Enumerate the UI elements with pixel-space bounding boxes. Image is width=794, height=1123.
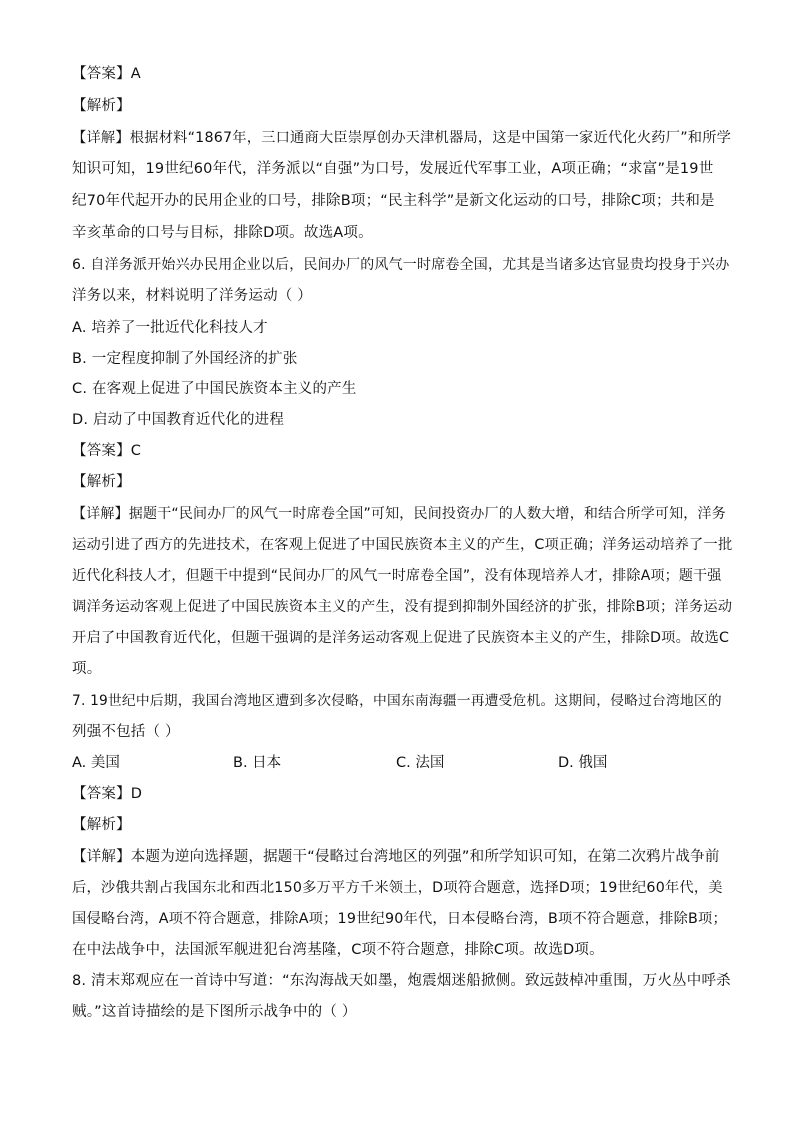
question-8-stem: 贼。”这首诗描绘的是下图所示战争中的（ ） xyxy=(72,1004,357,1020)
explanation-line: 【详解】根据材料“1867年，三口通商大臣崇厚创办天津机器局，这是中国第一家近代化火药厂”和所学 xyxy=(72,130,732,146)
explanation-line: 纪70年代起开办的民用企业的口号，排除B项；“民主科学”是新文化运动的口号，排除C项；共和是 xyxy=(72,193,715,209)
analysis-label: 【解析】 xyxy=(72,98,131,114)
question-6-option-d: D. 启动了中国教育近代化的进程 xyxy=(72,412,285,428)
question-6-stem: 6. 自洋务派开始兴办民用企业以后，民间办厂的风气一时席卷全国，尤其是当诸多达官显贵均投身于兴办 xyxy=(72,257,730,273)
explanation-line: 调洋务运动客观上促进了中国民族资本主义的产生，没有提到抑制外国经济的扩张，排除B项；洋务运动 xyxy=(72,599,733,615)
explanation-line: 国侵略台湾，A项不符合题意，排除A项；19世纪90年代，日本侵略台湾，B项不符合题意，排除B项； xyxy=(72,911,727,927)
question-6-option-b: B. 一定程度抑制了外国经济的扩张 xyxy=(72,351,298,367)
explanation-line: 开启了中国教育近代化，但题干强调的是洋务运动客观上促进了民族资本主义的产生，排除D项。故选C xyxy=(72,630,730,646)
question-7-option-a: A. 美国 xyxy=(72,755,120,771)
answer-label: 【答案】D xyxy=(72,786,143,802)
question-7-option-d: D. 俄国 xyxy=(558,755,608,771)
explanation-line: 近代化科技人才，但题干中提到“民间办厂的风气一时席卷全国”，没有体现培养人才，排除A项；题干强 xyxy=(72,568,722,584)
explanation-line: 后，沙俄共割占我国东北和西北150多万平方千米领土，D项符合题意，选择D项；19世纪60年代，美 xyxy=(72,880,723,896)
explanation-line: 项。 xyxy=(72,661,102,677)
explanation-line: 【详解】本题为逆向选择题，据题干“侵略过台湾地区的列强”和所学知识可知，在第二次鸦片战争前 xyxy=(72,849,720,865)
explanation-line: 知识可知，19世纪60年代，洋务派以“自强”为口号，发展近代军事工业，A项正确；“求富”是19世 xyxy=(72,161,714,177)
question-7-option-b: B. 日本 xyxy=(233,755,282,771)
explanation-line: 【详解】据题干“民间办厂的风气一时席卷全国”可知，民间投资办厂的人数大增，和结合所学可知，洋务 xyxy=(72,506,726,522)
explanation-line: 运动引进了西方的先进技术，在客观上促进了中国民族资本主义的产生，C项正确；洋务运动培养了一批 xyxy=(72,537,733,553)
answer-label: 【答案】C xyxy=(72,443,142,459)
question-7-stem: 7. 19世纪中后期，我国台湾地区遭到多次侵略，中国东南海疆一再遭受危机。这期间，侵略过台湾地区的 xyxy=(72,693,722,709)
question-6-option-a: A. 培养了一批近代化科技人才 xyxy=(72,320,268,336)
explanation-line: 辛亥革命的口号与目标，排除D项。故选A项。 xyxy=(72,225,373,241)
question-8-stem: 8. 清末郑观应在一首诗中写道：“东沟海战天如墨，炮震烟迷船掀侧。致远鼓棹冲重围，万火丛中呼杀 xyxy=(72,973,731,989)
explanation-line: 在中法战争中，法国派军舰进犯台湾基隆，C项不符合题意，排除C项。故选D项。 xyxy=(72,942,604,958)
analysis-label: 【解析】 xyxy=(72,817,131,833)
analysis-label: 【解析】 xyxy=(72,474,131,490)
answer-label: 【答案】A xyxy=(72,66,141,82)
question-6-stem: 洋务以来，材料说明了洋务运动（ ） xyxy=(72,288,313,304)
question-6-option-c: C. 在客观上促进了中国民族资本主义的产生 xyxy=(72,381,357,397)
question-7-stem: 列强不包括（ ） xyxy=(72,724,180,740)
question-7-option-c: C. 法国 xyxy=(396,755,445,771)
